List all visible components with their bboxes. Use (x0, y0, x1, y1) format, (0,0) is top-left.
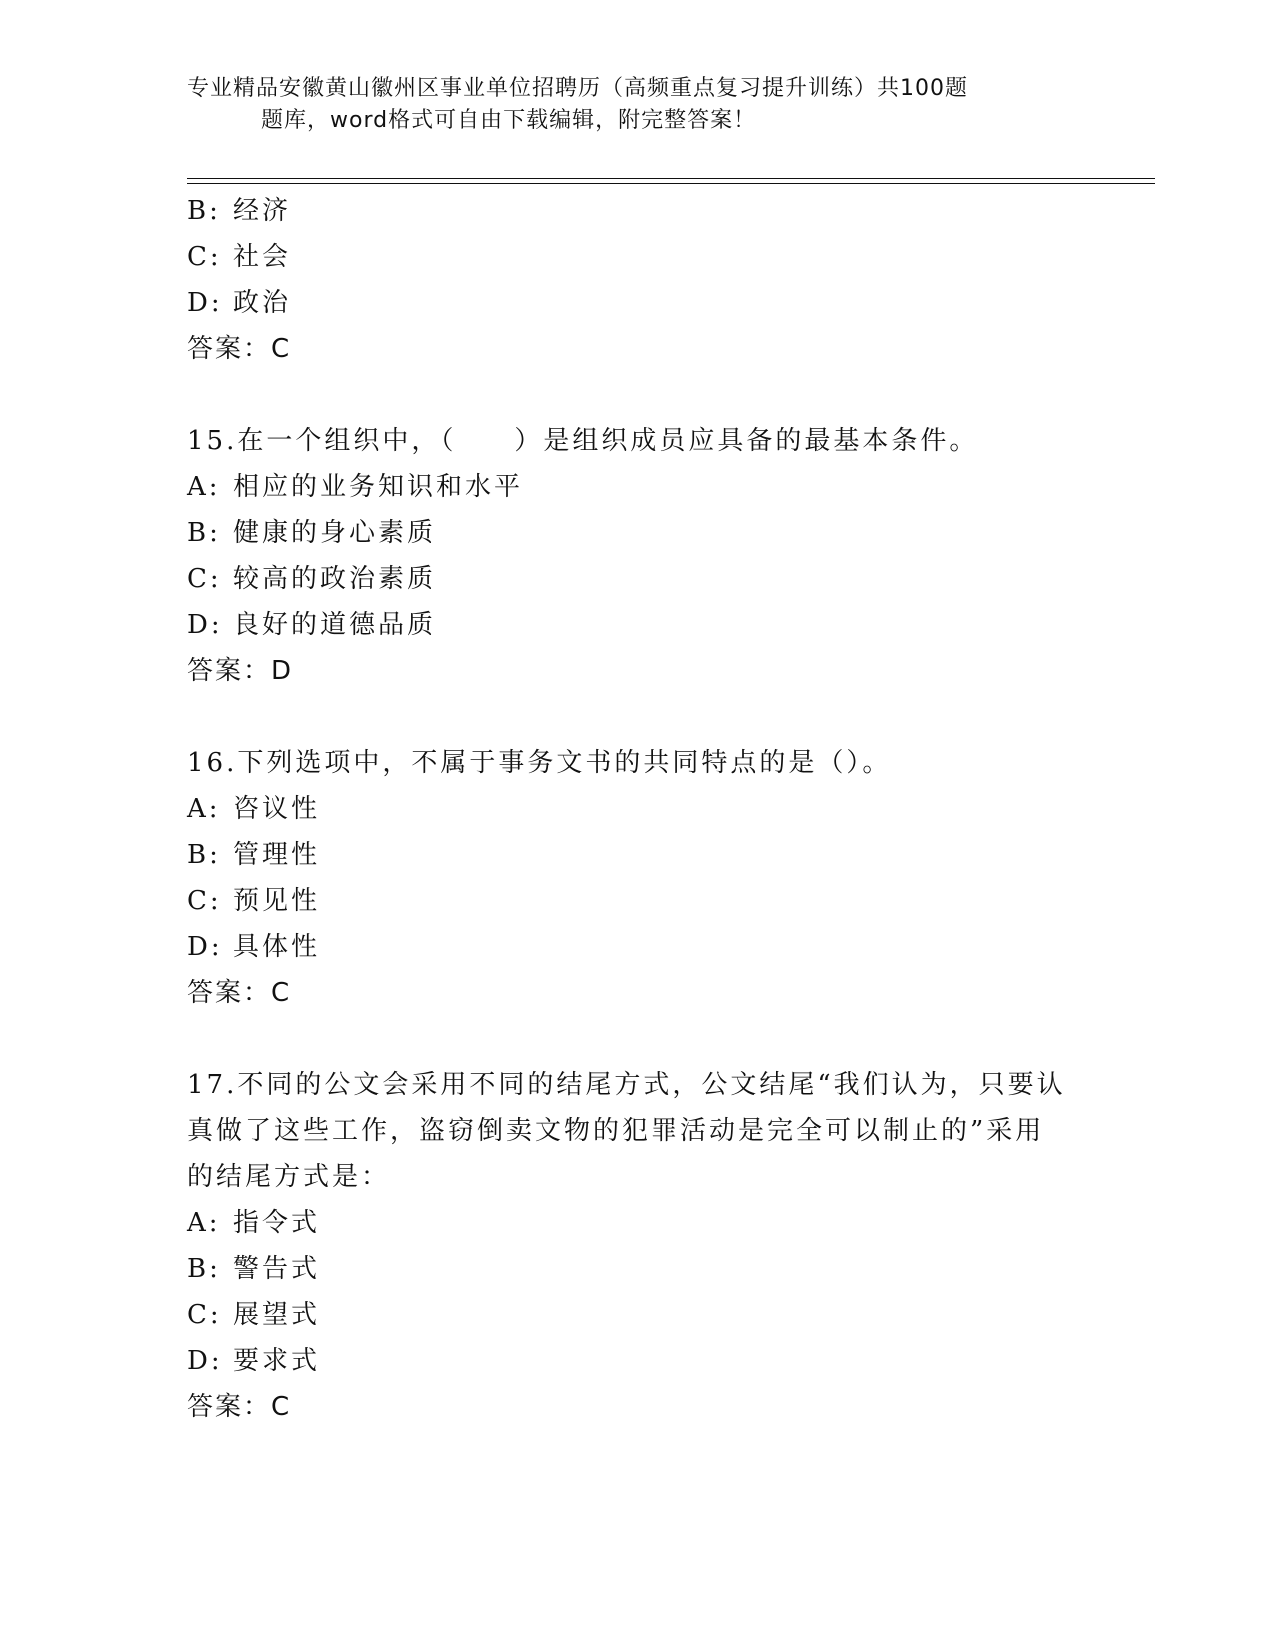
option-text: 社会 (233, 242, 292, 272)
header-title-line-2: 题库，word格式可自由下载编辑，附完整答案！ (261, 108, 757, 133)
option-letter: D: (187, 610, 223, 640)
option-letter: B: (187, 840, 221, 870)
option-text: 经济 (233, 196, 292, 226)
option-a (187, 786, 1087, 832)
header-divider-top (187, 178, 1155, 179)
option-letter: A: (187, 1208, 221, 1238)
option-text: 预见性 (233, 886, 321, 916)
option-text: 指令式 (233, 1208, 321, 1238)
option-d (187, 924, 1087, 970)
answer-line: 答案：C (187, 1392, 292, 1422)
spacer (187, 372, 1087, 418)
spacer (187, 1016, 1087, 1062)
option-b (187, 1246, 1087, 1292)
option-b (187, 510, 1087, 556)
option-c (187, 234, 1087, 280)
option-letter: B: (187, 518, 221, 548)
option-letter: B: (187, 196, 221, 226)
option-a (187, 464, 1087, 510)
option-letter: A: (187, 794, 221, 824)
option-letter: C: (187, 242, 222, 272)
option-text: 咨议性 (233, 794, 321, 824)
option-d (187, 602, 1087, 648)
option-letter: A: (187, 472, 221, 502)
question-stem-line-2: 真做了这些工作，盗窃倒卖文物的犯罪活动是完全可以制止的”采用 (187, 1116, 1045, 1146)
option-letter: B: (187, 1254, 221, 1284)
document-header (187, 73, 1087, 137)
prev-question-block (187, 188, 1087, 372)
option-c (187, 1292, 1087, 1338)
option-b (187, 832, 1087, 878)
question-list (187, 188, 1087, 1430)
spacer (187, 694, 1087, 740)
header-divider-bottom (187, 183, 1155, 184)
option-b (187, 188, 1087, 234)
option-letter: D: (187, 288, 223, 318)
header-title-line-1: 专业精品安徽黄山徽州区事业单位招聘历（高频重点复习提升训练）共100题 (187, 76, 968, 101)
option-text: 要求式 (233, 1346, 321, 1376)
answer-line: 答案：C (187, 334, 292, 364)
option-letter: C: (187, 1300, 222, 1330)
option-text: 展望式 (233, 1300, 321, 1330)
question-stem: 16.下列选项中，不属于事务文书的共同特点的是（）。 (187, 748, 892, 778)
option-text: 管理性 (233, 840, 321, 870)
answer-line: 答案：C (187, 978, 292, 1008)
option-letter: C: (187, 886, 222, 916)
answer-line: 答案：D (187, 656, 294, 686)
option-letter: D: (187, 1346, 223, 1376)
option-text: 良好的道德品质 (233, 610, 437, 640)
option-letter: D: (187, 932, 223, 962)
question-16 (187, 740, 1087, 1016)
option-a (187, 1200, 1087, 1246)
option-text: 政治 (233, 288, 292, 318)
question-stem-line-1: 17.不同的公文会采用不同的结尾方式，公文结尾“我们认为，只要认 (187, 1070, 1066, 1100)
question-17 (187, 1062, 1087, 1430)
option-text: 较高的政治素质 (233, 564, 437, 594)
option-text: 健康的身心素质 (233, 518, 437, 548)
option-d (187, 1338, 1087, 1384)
question-stem-line-3: 的结尾方式是： (187, 1162, 391, 1192)
option-text: 警告式 (233, 1254, 321, 1284)
option-c (187, 878, 1087, 924)
option-letter: C: (187, 564, 222, 594)
option-d (187, 280, 1087, 326)
option-text: 相应的业务知识和水平 (233, 472, 524, 502)
question-stem: 15.在一个组织中，（ ）是组织成员应具备的最基本条件。 (187, 426, 979, 456)
option-text: 具体性 (233, 932, 321, 962)
option-c (187, 556, 1087, 602)
question-15 (187, 418, 1087, 694)
